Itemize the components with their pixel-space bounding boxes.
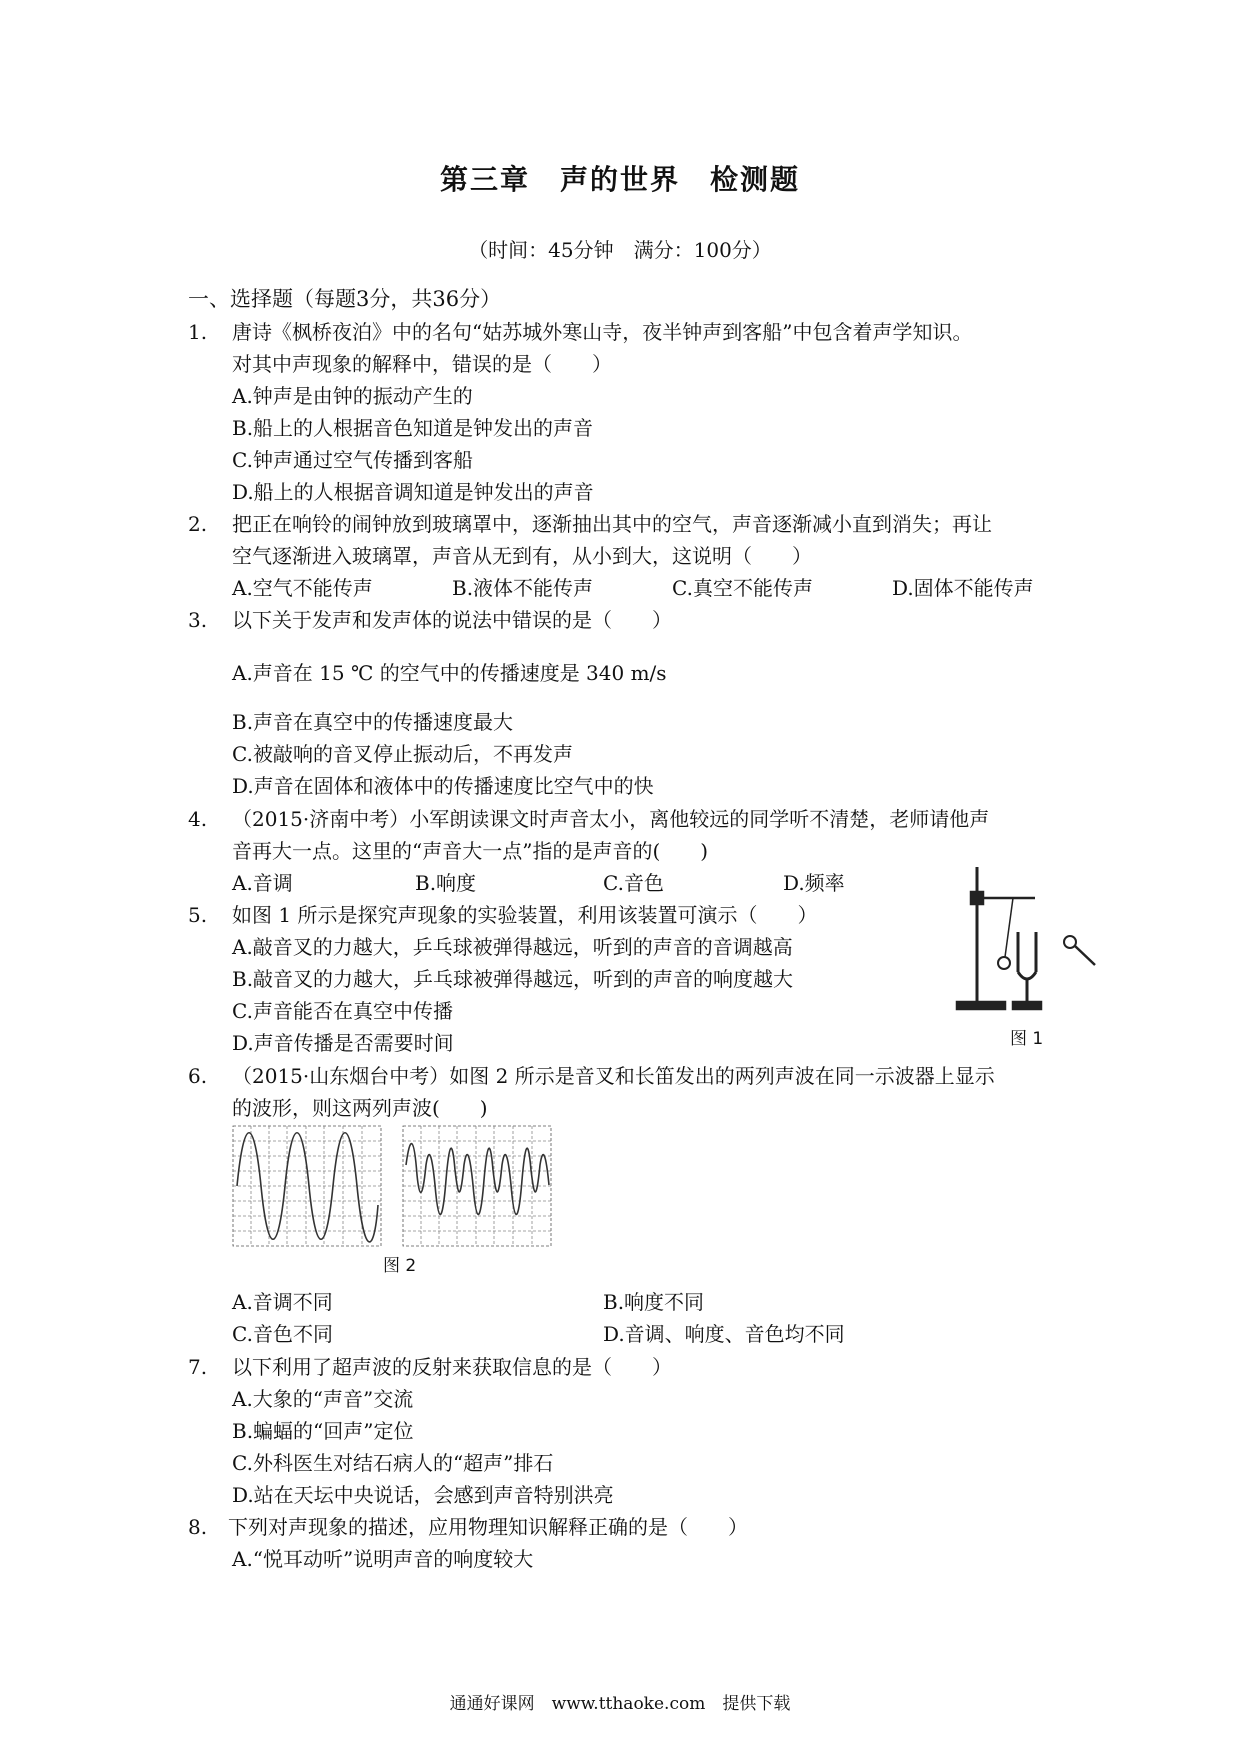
question-1-option-c: C.钟声通过空气传播到客船 [232,448,473,472]
figure-2-oscilloscope-tuning-fork [232,1125,382,1247]
question-6-text-cont: 的波形，则这两列声波( ) [232,1096,488,1120]
question-6-option-b: B.响度不同 [603,1290,705,1314]
question-4-text: （2015·济南中考）小军朗读课文时声音太小，离他较远的同学听不清楚，老师请他声 [232,807,990,831]
question-3-option-d: D.声音在固体和液体中的传播速度比空气中的快 [232,774,654,798]
question-7-text: 以下利用了超声波的反射来获取信息的是（ ） [232,1355,672,1379]
question-7-option-b: B.蝙蝠的“回声”定位 [232,1419,414,1443]
question-5-option-c: C.声音能否在真空中传播 [232,999,453,1023]
question-1-text: 唐诗《枫桥夜泊》中的名句“姑苏城外寒山寺，夜半钟声到客船”中包含着声学知识。 [232,320,973,344]
question-7-number: 7. [188,1355,208,1379]
figure-1-apparatus [955,862,1105,1012]
question-5-option-a: A.敲音叉的力越大，乒乓球被弹得越远，听到的声音的音调越高 [232,935,793,959]
question-2-text: 把正在响铃的闹钟放到玻璃罩中，逐渐抽出其中的空气，声音逐渐减小直到消失；再让 [232,512,992,536]
question-2-option-c: C.真空不能传声 [672,576,813,600]
question-2-number: 2. [188,512,208,536]
question-1-option-a: A.钟声是由钟的振动产生的 [232,384,473,408]
figure-2-caption: 图 2 [383,1256,417,1276]
question-2-option-a: A.空气不能传声 [232,576,373,600]
question-7-option-c: C.外科医生对结石病人的“超声”排石 [232,1451,554,1475]
question-3-text: 以下关于发声和发声体的说法中错误的是（ ） [232,608,672,632]
question-6-option-a: A.音调不同 [232,1290,333,1314]
question-4-option-b: B.响度 [415,871,477,895]
question-6-text: （2015·山东烟台中考）如图 2 所示是音叉和长笛发出的两列声波在同一示波器上显示 [232,1064,995,1088]
question-4-option-a: A.音调 [232,871,293,895]
question-8-text: 下列对声现象的描述，应用物理知识解释正确的是（ ） [228,1515,748,1539]
question-5-option-d: D.声音传播是否需要时间 [232,1031,454,1055]
question-6-number: 6. [188,1064,208,1088]
exam-info: （时间：45分钟 满分：100分） [468,238,772,262]
figure-1-caption: 图 1 [1010,1029,1044,1049]
question-2-option-d: D.固体不能传声 [892,576,1034,600]
question-1-option-b: B.船上的人根据音色知道是钟发出的声音 [232,416,594,440]
question-3-option-c: C.被敲响的音叉停止振动后，不再发声 [232,742,573,766]
page-title: 第三章 声的世界 检测题 [439,163,800,196]
question-3-option-b: B.声音在真空中的传播速度最大 [232,710,514,734]
question-1-text-cont: 对其中声现象的解释中，错误的是（ ） [232,352,612,376]
question-2-option-b: B.液体不能传声 [452,576,594,600]
question-7-option-a: A.大象的“声音”交流 [232,1387,414,1411]
question-1-option-d: D.船上的人根据音调知道是钟发出的声音 [232,480,594,504]
question-1-number: 1. [188,320,208,344]
page-footer: 通通好课网 www.tthaoke.com 提供下载 [449,1694,791,1714]
question-5-option-b: B.敲音叉的力越大，乒乓球被弹得越远，听到的声音的响度越大 [232,967,794,991]
question-8-number: 8. [188,1515,208,1539]
figure-2-oscilloscope-flute [402,1125,552,1247]
question-2-text-cont: 空气逐渐进入玻璃罩，声音从无到有，从小到大，这说明（ ） [232,544,812,568]
question-6-option-d: D.音调、响度、音色均不同 [603,1322,845,1346]
question-4-option-d: D.频率 [783,871,845,895]
section-heading: 一、选择题（每题3分，共36分） [188,287,502,311]
question-8-option-a: A.“悦耳动听”说明声音的响度较大 [232,1547,534,1571]
question-3-number: 3. [188,608,208,632]
question-5-number: 5. [188,903,208,927]
question-4-text-cont: 音再大一点。这里的“声音大一点”指的是声音的( ) [232,839,709,863]
question-7-option-d: D.站在天坛中央说话，会感到声音特别洪亮 [232,1483,614,1507]
question-4-option-c: C.音色 [603,871,664,895]
question-3-option-a: A.声音在 15 ℃ 的空气中的传播速度是 340 m/s [232,661,667,685]
question-6-option-c: C.音色不同 [232,1322,333,1346]
question-4-number: 4. [188,807,208,831]
question-5-text: 如图 1 所示是探究声现象的实验装置，利用该装置可演示（ ） [232,903,818,927]
